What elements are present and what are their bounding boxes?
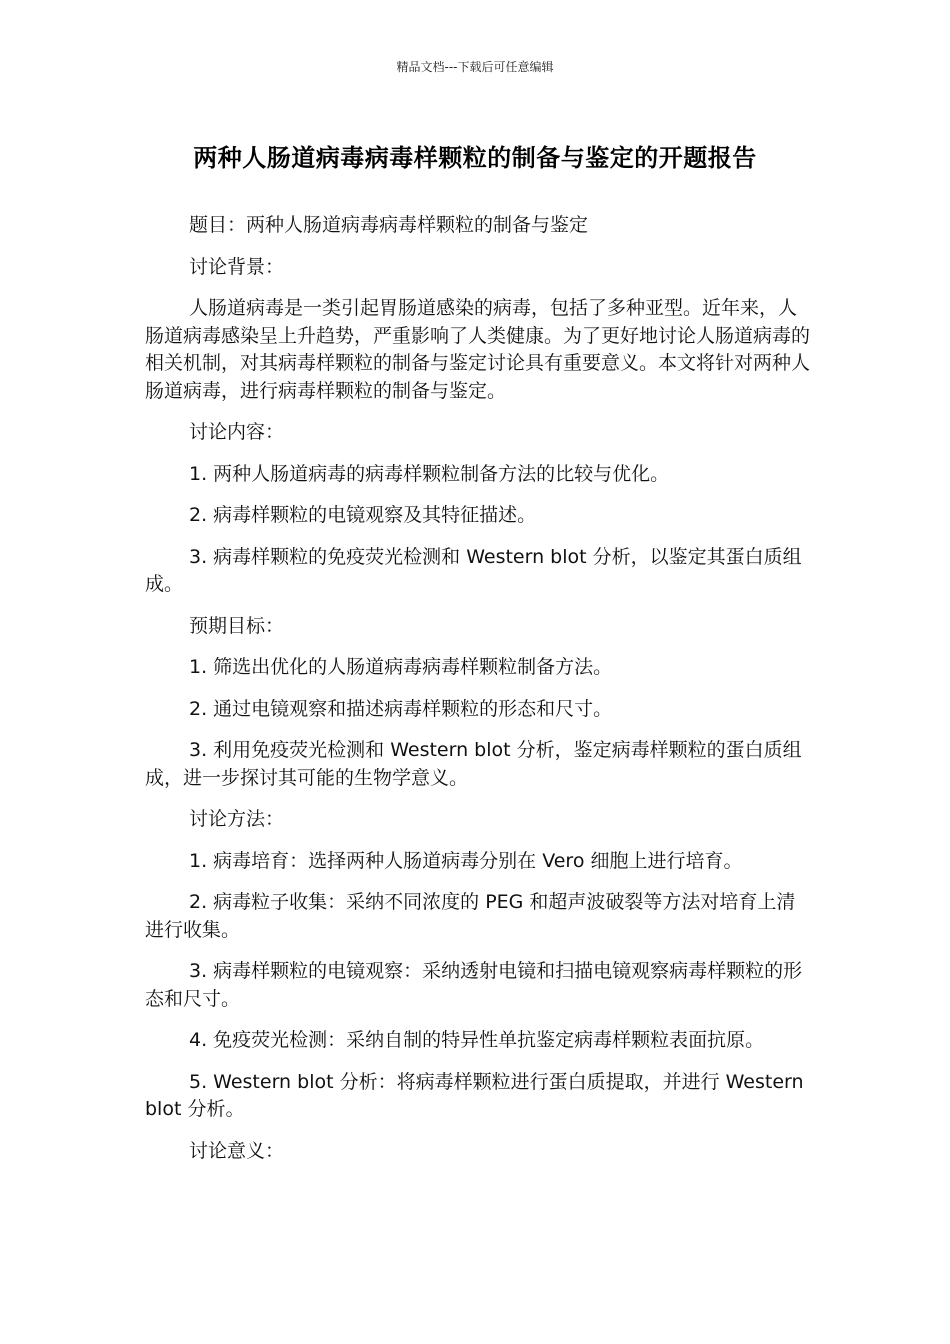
- section-heading-goals: 预期目标：: [189, 614, 285, 637]
- section-heading-significance: 讨论意义：: [189, 1139, 285, 1162]
- method-item-2: 2. 病毒粒子收集：采纳不同浓度的 PEG 和超声波破裂等方法对培育上清进行收集。: [145, 891, 796, 941]
- section-heading-background: 讨论背景：: [189, 255, 285, 278]
- method-item-3: 3. 病毒样颗粒的电镜观察：采纳透射电镜和扫描电镜观察病毒样颗粒的形态和尺寸。: [145, 960, 803, 1010]
- content-item-1: 1. 两种人肠道病毒的病毒样颗粒制备方法的比较与优化。: [189, 462, 670, 485]
- section-heading-content: 讨论内容：: [189, 421, 285, 443]
- background-paragraph: 人肠道病毒是一类引起胃肠道感染的病毒，包括了多种亚型。近年来，人肠道病毒感染呈上升趋势，严重影响了人类健康。为了更好地讨论人肠道病毒的相关机制，对其病毒样颗粒的制备与鉴定讨论具有重要意义。本文将针对两种人肠道病毒，进行病毒样颗粒的制备与鉴定。: [145, 297, 811, 402]
- goal-item-2: 2. 通过电镜观察和描述病毒样颗粒的形态和尺寸。: [189, 697, 613, 720]
- document-body: [145, 212, 810, 1179]
- content-item-3: 3. 病毒样颗粒的免疫荧光检测和 Western blot 分析，以鉴定其蛋白质组成。: [145, 545, 802, 595]
- method-item-4: 4. 免疫荧光检测：采纳自制的特异性单抗鉴定病毒样颗粒表面抗原。: [189, 1029, 765, 1051]
- method-item-1: 1. 病毒培育：选择两种人肠道病毒分别在 Vero 细胞上进行培育。: [189, 849, 743, 872]
- document-title: 两种人肠道病毒病毒样颗粒的制备与鉴定的开题报告: [193, 144, 757, 172]
- method-item-5: 5. Western blot 分析：将病毒样颗粒进行蛋白质提取，并进行 Western blot 分析。: [145, 1070, 804, 1120]
- goal-item-1: 1. 筛选出优化的人肠道病毒病毒样颗粒制备方法。: [189, 656, 613, 678]
- content-item-2: 2. 病毒样颗粒的电镜观察及其特征描述。: [189, 504, 537, 526]
- goal-item-3: 3. 利用免疫荧光检测和 Western blot 分析，鉴定病毒样颗粒的蛋白质组成，进一步探讨其可能的生物学意义。: [145, 739, 802, 789]
- topic-line: 题目：两种人肠道病毒病毒样颗粒的制备与鉴定: [189, 214, 589, 236]
- header-note: 精品文档---下载后可任意编辑: [396, 60, 554, 74]
- section-heading-methods: 讨论方法：: [189, 808, 285, 830]
